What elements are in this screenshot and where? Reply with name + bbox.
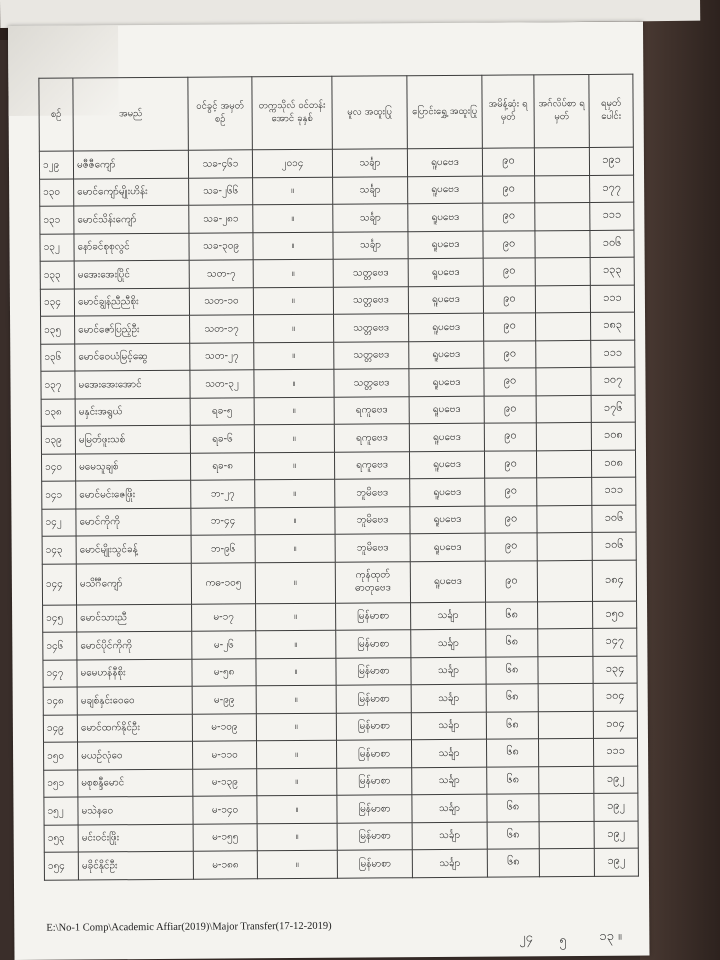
- academic-year-cell: ။: [253, 204, 333, 232]
- new-major-cell: ရူပဗေဒ: [409, 396, 484, 424]
- dept-order-cell: ၉၀: [484, 423, 536, 451]
- page-number-cell: ၁၁၁: [590, 285, 634, 313]
- appeal-order-cell: [538, 683, 593, 711]
- table-row: [44, 766, 638, 798]
- page-number-cell: ၁၁၁: [593, 738, 637, 766]
- roll-number-cell: မ-၁၀၉: [192, 713, 256, 741]
- roll-number-cell: မ-၉၉: [192, 686, 256, 714]
- appeal-order-cell: [539, 848, 594, 876]
- roll-number-cell: မ-၁၈၈: [193, 851, 257, 879]
- row-number-cell: ၁၅၁: [44, 770, 78, 798]
- dept-order-cell: ၆၈: [486, 601, 538, 629]
- academic-year-cell: ။: [254, 397, 334, 425]
- row-number-cell: ၁၄၉: [43, 715, 77, 743]
- page-number-cell: ၁၈၄: [592, 560, 636, 601]
- row-number-cell: ၁၃၇: [41, 371, 75, 399]
- dept-order-cell: ၆၈: [487, 849, 539, 877]
- desk-edge: [640, 0, 720, 960]
- new-major-cell: ရူပဗေဒ: [408, 203, 483, 231]
- row-number-cell: ၁၃၆: [41, 344, 75, 372]
- academic-year-cell: ။: [255, 562, 335, 604]
- table-row: [41, 395, 635, 427]
- academic-year-cell: ။: [255, 534, 335, 562]
- page-number-cell: ၁၉၁: [589, 147, 633, 175]
- student-name-cell: မောင်ဇော်ပြည့်ဦး: [75, 315, 190, 343]
- appeal-order-cell: [539, 793, 594, 821]
- academic-year-cell: ။: [253, 177, 333, 205]
- old-major-cell: သင်္ချာ: [333, 204, 408, 232]
- student-name-cell: မဇီဇီကျော်: [73, 150, 188, 178]
- header-roll: ဝင်ခွင့် အမှတ်စဉ်: [188, 77, 253, 150]
- page-number-cell: ၁၀၈: [591, 450, 635, 478]
- new-major-cell: သင်္ချာ: [411, 629, 486, 657]
- new-major-cell: သင်္ချာ: [412, 822, 487, 850]
- old-major-cell: သတ္တဗေဒ: [333, 259, 408, 287]
- student-name-cell: မောင်သားညီ: [77, 604, 192, 632]
- old-major-cell: မြန်မာစာ: [336, 657, 411, 685]
- appeal-order-cell: [538, 656, 593, 684]
- old-major-cell: ရကူဗေဒ: [334, 451, 409, 479]
- table-row: [40, 230, 634, 262]
- table-row: [43, 601, 637, 633]
- roll-number-cell: ဘ-၉၆: [191, 535, 255, 563]
- appeal-order-cell: [536, 450, 591, 478]
- row-number-cell: ၁၄၅: [43, 605, 77, 633]
- table-row: [43, 711, 637, 743]
- new-major-cell: ရူပဗေဒ: [407, 148, 482, 176]
- row-number-cell: ၁၃၂: [40, 234, 74, 262]
- student-name-cell: မအေးအေးပြိုင်: [74, 260, 189, 288]
- table-row: [44, 821, 638, 853]
- old-major-cell: ဘူမိဗေဒ: [335, 506, 410, 534]
- dept-order-cell: ၉၀: [484, 313, 536, 341]
- student-name-cell: မင်းဝင်းဖြိုး: [78, 824, 193, 852]
- appeal-order-cell: [536, 422, 591, 450]
- table-row: [44, 848, 638, 880]
- academic-year-cell: ။: [257, 795, 337, 823]
- page-number-cell: ၁၀၆: [590, 230, 634, 258]
- page-number-cell: ၁၃၃: [590, 257, 634, 285]
- old-major-cell: မြန်မာစာ: [337, 767, 412, 795]
- roll-number-cell: ရခ-၅: [190, 397, 254, 425]
- roll-number-cell: သတ-၇: [189, 260, 253, 288]
- page-number-cell: ၁၁၁: [590, 202, 634, 230]
- student-name-cell: မောင်ကျော်မျိုးဟိန်း: [74, 178, 189, 206]
- appeal-order-cell: [538, 738, 593, 766]
- student-name-cell: မောင်ဝေယံမြင့်ဆွေ: [75, 343, 190, 371]
- dept-order-cell: ၉၀: [483, 203, 535, 231]
- page-number-cell: ၁၀၄: [593, 683, 637, 711]
- row-number-cell: ၁၄၁: [42, 481, 76, 509]
- academic-year-cell: ။: [257, 768, 337, 796]
- table-row: [41, 450, 635, 482]
- academic-year-cell: ။: [256, 630, 336, 658]
- dept-order-cell: ၉၀: [484, 340, 536, 368]
- table-header-row: [39, 74, 633, 151]
- page-number-cell: ၁၀၆: [592, 532, 636, 560]
- appeal-order-cell: [534, 147, 589, 175]
- table-row: [40, 285, 634, 317]
- academic-year-cell: ။: [254, 342, 334, 370]
- appeal-order-cell: [535, 257, 590, 285]
- dept-order-cell: ၆၈: [486, 739, 538, 767]
- student-name-cell: မစုစန္ဒီမောင်: [78, 769, 193, 797]
- academic-year-cell: ။: [256, 603, 336, 631]
- student-name-cell: မသဲနဝေ: [78, 796, 193, 824]
- dept-order-cell: ၆၈: [486, 711, 538, 739]
- appeal-order-cell: [535, 175, 590, 203]
- page-number-cell: ၁၀၇: [591, 367, 635, 395]
- academic-year-cell: ။: [254, 452, 334, 480]
- handwritten-mark: ၂၄: [519, 930, 534, 946]
- table-row: [40, 202, 634, 234]
- new-major-cell: သင်္ချာ: [412, 849, 487, 877]
- roll-number-cell: ကဓ-၁၀၅: [191, 562, 255, 603]
- dept-order-cell: ၉၀: [485, 505, 537, 533]
- old-major-cell: သင်္ချာ: [333, 176, 408, 204]
- roll-number-cell: သတ-၂၇: [190, 342, 254, 370]
- student-name-cell: မခိုင်နိုင်ဦး: [78, 851, 193, 879]
- file-path-footer: E:\No-1 Comp\Academic Affiar(2019)\Major Transfer(17-12-2019): [46, 920, 332, 934]
- old-major-cell: ရကူဗေဒ: [334, 424, 409, 452]
- row-number-cell: ၁၅၄: [44, 852, 78, 880]
- table-row: [41, 312, 635, 344]
- appeal-order-cell: [537, 477, 592, 505]
- dept-order-cell: ၉၀: [483, 230, 535, 258]
- header-appeal-order: အဂ်လိပ်စာ ရမှတ်: [534, 74, 590, 147]
- document-page: [8, 22, 650, 960]
- old-major-cell: ကုန်ထုတ် ဓာတုဗေဒ: [335, 561, 410, 603]
- row-number-cell: ၁၄၂: [42, 509, 76, 537]
- new-major-cell: သင်္ချာ: [412, 767, 487, 795]
- old-major-cell: သတ္တဗေဒ: [334, 369, 409, 397]
- new-major-cell: သင်္ချာ: [411, 602, 486, 630]
- academic-year-cell: ။: [253, 287, 333, 315]
- handwritten-mark: ၁၃ ။: [599, 928, 623, 944]
- row-number-cell: ၁၃၅: [41, 316, 75, 344]
- row-number-cell: ၁၃၄: [40, 289, 74, 317]
- appeal-order-cell: [536, 312, 591, 340]
- page-number-cell: ၁၃၄: [593, 656, 637, 684]
- roll-number-cell: မ-၅၈: [192, 658, 256, 686]
- table-row: [41, 367, 635, 399]
- roll-number-cell: သတ-၁၇: [190, 315, 254, 343]
- old-major-cell: မြန်မာစာ: [336, 630, 411, 658]
- old-major-cell: သတ္တဗေဒ: [333, 286, 408, 314]
- roll-number-cell: သခ-၄၆၁: [188, 150, 252, 178]
- header-dept-order: အမိန့်ဆုံး ရမှတ်: [482, 75, 535, 148]
- row-number-cell: ၁၃၃: [40, 261, 74, 289]
- dept-order-cell: ၉၀: [485, 533, 537, 561]
- new-major-cell: ရူပဗေဒ: [410, 533, 485, 561]
- old-major-cell: ဘူမိဗေဒ: [335, 479, 410, 507]
- page-number-cell: ၁၀၆: [592, 505, 636, 533]
- roll-number-cell: ဘ-၄၄: [191, 507, 255, 535]
- page-number-cell: ၁၁၁: [591, 340, 635, 368]
- old-major-cell: မြန်မာစာ: [337, 850, 412, 878]
- row-number-cell: ၁၄၄: [42, 564, 76, 605]
- table-row: [41, 422, 635, 454]
- table-row: [42, 532, 636, 564]
- student-name-cell: မမေသူချစ်: [75, 453, 190, 481]
- table-row: [43, 683, 637, 715]
- row-number-cell: ၁၃၈: [41, 399, 75, 427]
- academic-year-cell: ။: [253, 259, 333, 287]
- new-major-cell: ရူပဗေဒ: [409, 313, 484, 341]
- page-number-cell: ၁၀၈: [591, 422, 635, 450]
- roll-number-cell: ရခ-၆: [190, 425, 254, 453]
- row-number-cell: ၁၄၈: [43, 687, 77, 715]
- appeal-order-cell: [536, 340, 591, 368]
- roll-number-cell: ရခ-၈: [190, 452, 254, 480]
- dept-order-cell: ၉၀: [485, 478, 537, 506]
- academic-year-cell: ။: [255, 507, 335, 535]
- header-academic-year: တက္ကသိုလ် ဝင်တန်းအောင် ခုနှစ်: [252, 76, 333, 150]
- roll-number-cell: ဘ-၂၇: [191, 480, 255, 508]
- table-row: [44, 738, 638, 770]
- student-name-cell: မချစ်နှင်းဝေဝေ: [77, 686, 192, 714]
- roll-number-cell: သတ-၃၂: [190, 370, 254, 398]
- row-number-cell: ၁၅၂: [44, 797, 78, 825]
- old-major-cell: မြန်မာစာ: [336, 740, 411, 768]
- old-major-cell: သတ္တဗေဒ: [334, 341, 409, 369]
- new-major-cell: သင်္ချာ: [411, 712, 486, 740]
- page-number-cell: ၁၇၇: [590, 175, 634, 203]
- dept-order-cell: ၉၀: [484, 450, 536, 478]
- student-name-cell: မောင်သိန်းကျော်: [74, 205, 189, 233]
- table-row: [42, 505, 636, 537]
- academic-year-cell: ။: [253, 232, 333, 260]
- page-number-cell: ၁၅၀: [593, 601, 637, 629]
- page-number-cell: ၁၀၄: [593, 711, 637, 739]
- table-row: [39, 147, 633, 179]
- table-row: [42, 477, 636, 509]
- new-major-cell: ရူပဗေဒ: [410, 506, 485, 534]
- page-number-cell: ၁၄၇: [593, 628, 637, 656]
- academic-year-cell: ။: [257, 823, 337, 851]
- student-name-cell: မောင်ပိုင်ကိုကို: [77, 631, 192, 659]
- appeal-order-cell: [539, 821, 594, 849]
- student-name-cell: မောင်ချွန်ညီညီစိုး: [74, 288, 189, 316]
- student-name-cell: နော်ခင်စုစုလွင်: [74, 233, 189, 261]
- transfer-table: [38, 74, 639, 881]
- table-row: [43, 628, 637, 660]
- student-name-cell: မမြတ်ဖူးသစ်: [75, 425, 190, 453]
- student-name-cell: မမေဟန်နီစိုး: [77, 659, 192, 687]
- row-number-cell: ၁၂၉: [39, 151, 73, 179]
- table-row: [40, 257, 634, 289]
- roll-number-cell: မ-၂၆: [192, 631, 256, 659]
- student-name-cell: မောင်မင်းဇေဖြိုး: [76, 480, 191, 508]
- page-number-cell: ၁၁၁: [592, 477, 636, 505]
- appeal-order-cell: [535, 202, 590, 230]
- appeal-order-cell: [535, 230, 590, 258]
- new-major-cell: ရူပဗေဒ: [410, 478, 485, 506]
- academic-year-cell: ။: [256, 740, 336, 768]
- student-name-cell: မောင်ထက်နိုင်ဦး: [77, 714, 192, 742]
- old-major-cell: မြန်မာစာ: [336, 602, 411, 630]
- table-row: [40, 175, 634, 207]
- old-major-cell: သင်္ချာ: [332, 149, 407, 177]
- handwritten-mark: ၅: [559, 933, 567, 949]
- new-major-cell: ရူပဗေဒ: [409, 423, 484, 451]
- appeal-order-cell: [538, 711, 593, 739]
- new-major-cell: ရူပဗေဒ: [408, 286, 483, 314]
- dept-order-cell: ၉၀: [485, 560, 537, 601]
- row-number-cell: ၁၅၀: [44, 742, 78, 770]
- dept-order-cell: ၆၈: [486, 656, 538, 684]
- roll-number-cell: မ-၁၅၅: [193, 823, 257, 851]
- student-name-cell: မနှင်းအရွယ်: [75, 398, 190, 426]
- old-major-cell: မြန်မာစာ: [337, 822, 412, 850]
- row-number-cell: ၁၃၀: [40, 179, 74, 207]
- old-major-cell: မြန်မာစာ: [336, 712, 411, 740]
- dept-order-cell: ၉၀: [484, 395, 536, 423]
- appeal-order-cell: [537, 532, 592, 560]
- new-major-cell: သင်္ချာ: [411, 739, 486, 767]
- row-number-cell: ၁၅၃: [44, 825, 78, 853]
- roll-number-cell: မ-၁၄၀: [193, 796, 257, 824]
- dept-order-cell: ၆၈: [487, 766, 539, 794]
- roll-number-cell: သခ-၂၆၆: [189, 177, 253, 205]
- dept-order-cell: ၆၈: [486, 629, 538, 657]
- appeal-order-cell: [537, 505, 592, 533]
- academic-year-cell: ။: [254, 314, 334, 342]
- dept-order-cell: ၆၈: [487, 821, 539, 849]
- old-major-cell: သင်္ချာ: [333, 231, 408, 259]
- academic-year-cell: ။: [256, 685, 336, 713]
- new-major-cell: သင်္ချာ: [411, 684, 486, 712]
- old-major-cell: မြန်မာစာ: [336, 685, 411, 713]
- new-major-cell: ရူပဗေဒ: [409, 368, 484, 396]
- header-old-dept: မူလ အထူးပြု: [332, 76, 408, 150]
- header-new-dept: ပြောင်းရွှေ့ အထူးပြု: [407, 75, 483, 149]
- student-name-cell: မယဉ်လုံဝေ: [78, 741, 193, 769]
- academic-year-cell: ၂၀၁၄: [252, 149, 332, 177]
- header-no: စဉ်: [39, 78, 74, 151]
- student-name-cell: မအေးအေးအောင်: [75, 370, 190, 398]
- dept-order-cell: ၉၀: [483, 175, 535, 203]
- new-major-cell: ရူပဗေဒ: [408, 258, 483, 286]
- dept-order-cell: ၉၀: [482, 148, 534, 176]
- dept-order-cell: ၆၈: [486, 684, 538, 712]
- row-number-cell: ၁၄၇: [43, 660, 77, 688]
- appeal-order-cell: [537, 560, 592, 601]
- dept-order-cell: ၉၀: [483, 258, 535, 286]
- roll-number-cell: မ-၁၇: [192, 603, 256, 631]
- academic-year-cell: ။: [254, 424, 334, 452]
- new-major-cell: သင်္ချာ: [411, 657, 486, 685]
- page-number-cell: ၁၉၂: [594, 766, 638, 794]
- new-major-cell: ရူပဗေဒ: [410, 561, 485, 603]
- roll-number-cell: သခ-၂၈၁: [189, 205, 253, 233]
- page-number-cell: ၁၉၂: [594, 793, 638, 821]
- new-major-cell: ရူပဗေဒ: [409, 341, 484, 369]
- header-page: ရမှတ် ပေါင်း: [589, 74, 634, 147]
- academic-year-cell: ။: [257, 850, 337, 878]
- dept-order-cell: ၉၀: [484, 368, 536, 396]
- page-number-cell: ၁၈၃: [591, 312, 635, 340]
- roll-number-cell: မ-၁၃၉: [193, 768, 257, 796]
- student-name-cell: မောင်ကိုကို: [76, 508, 191, 536]
- academic-year-cell: ။: [255, 479, 335, 507]
- old-major-cell: ရကူဗေဒ: [334, 396, 409, 424]
- table-row: [43, 656, 637, 688]
- table-row: [42, 560, 636, 605]
- academic-year-cell: ။: [254, 369, 334, 397]
- appeal-order-cell: [536, 395, 591, 423]
- appeal-order-cell: [535, 285, 590, 313]
- academic-year-cell: ။: [256, 658, 336, 686]
- row-number-cell: ၁၄၃: [42, 536, 76, 564]
- new-major-cell: ရူပဗေဒ: [408, 176, 483, 204]
- appeal-order-cell: [536, 367, 591, 395]
- old-major-cell: သတ္တဗေဒ: [334, 314, 409, 342]
- roll-number-cell: သခ-၃၀၉: [189, 232, 253, 260]
- appeal-order-cell: [538, 601, 593, 629]
- row-number-cell: ၁၄၆: [43, 632, 77, 660]
- row-number-cell: ၁၃၁: [40, 206, 74, 234]
- roll-number-cell: မ-၁၁၀: [192, 741, 256, 769]
- page-number-cell: ၁၉၂: [594, 848, 638, 876]
- academic-year-cell: ။: [256, 713, 336, 741]
- table-row: [41, 340, 635, 372]
- table-row: [44, 793, 638, 825]
- old-major-cell: မြန်မာစာ: [337, 795, 412, 823]
- student-name-cell: မသိင်္ဂီကျော်: [76, 563, 191, 605]
- new-major-cell: သင်္ချာ: [412, 794, 487, 822]
- header-name: အမည်: [73, 77, 189, 151]
- appeal-order-cell: [539, 766, 594, 794]
- student-name-cell: မောင်မျိုးသွင်ခန့်: [76, 535, 191, 563]
- roll-number-cell: သတ-၁၀: [189, 287, 253, 315]
- row-number-cell: ၁၄၀: [41, 454, 75, 482]
- table-body: [39, 147, 638, 880]
- page-number-cell: ၁၇၆: [591, 395, 635, 423]
- appeal-order-cell: [538, 628, 593, 656]
- dept-order-cell: ၆၈: [487, 794, 539, 822]
- old-major-cell: ဘူမိဗေဒ: [335, 534, 410, 562]
- page-number-cell: ၁၉၂: [594, 821, 638, 849]
- row-number-cell: ၁၃၉: [41, 426, 75, 454]
- new-major-cell: ရူပဗေဒ: [408, 231, 483, 259]
- dept-order-cell: ၉၀: [483, 285, 535, 313]
- new-major-cell: ရူပဗေဒ: [409, 451, 484, 479]
